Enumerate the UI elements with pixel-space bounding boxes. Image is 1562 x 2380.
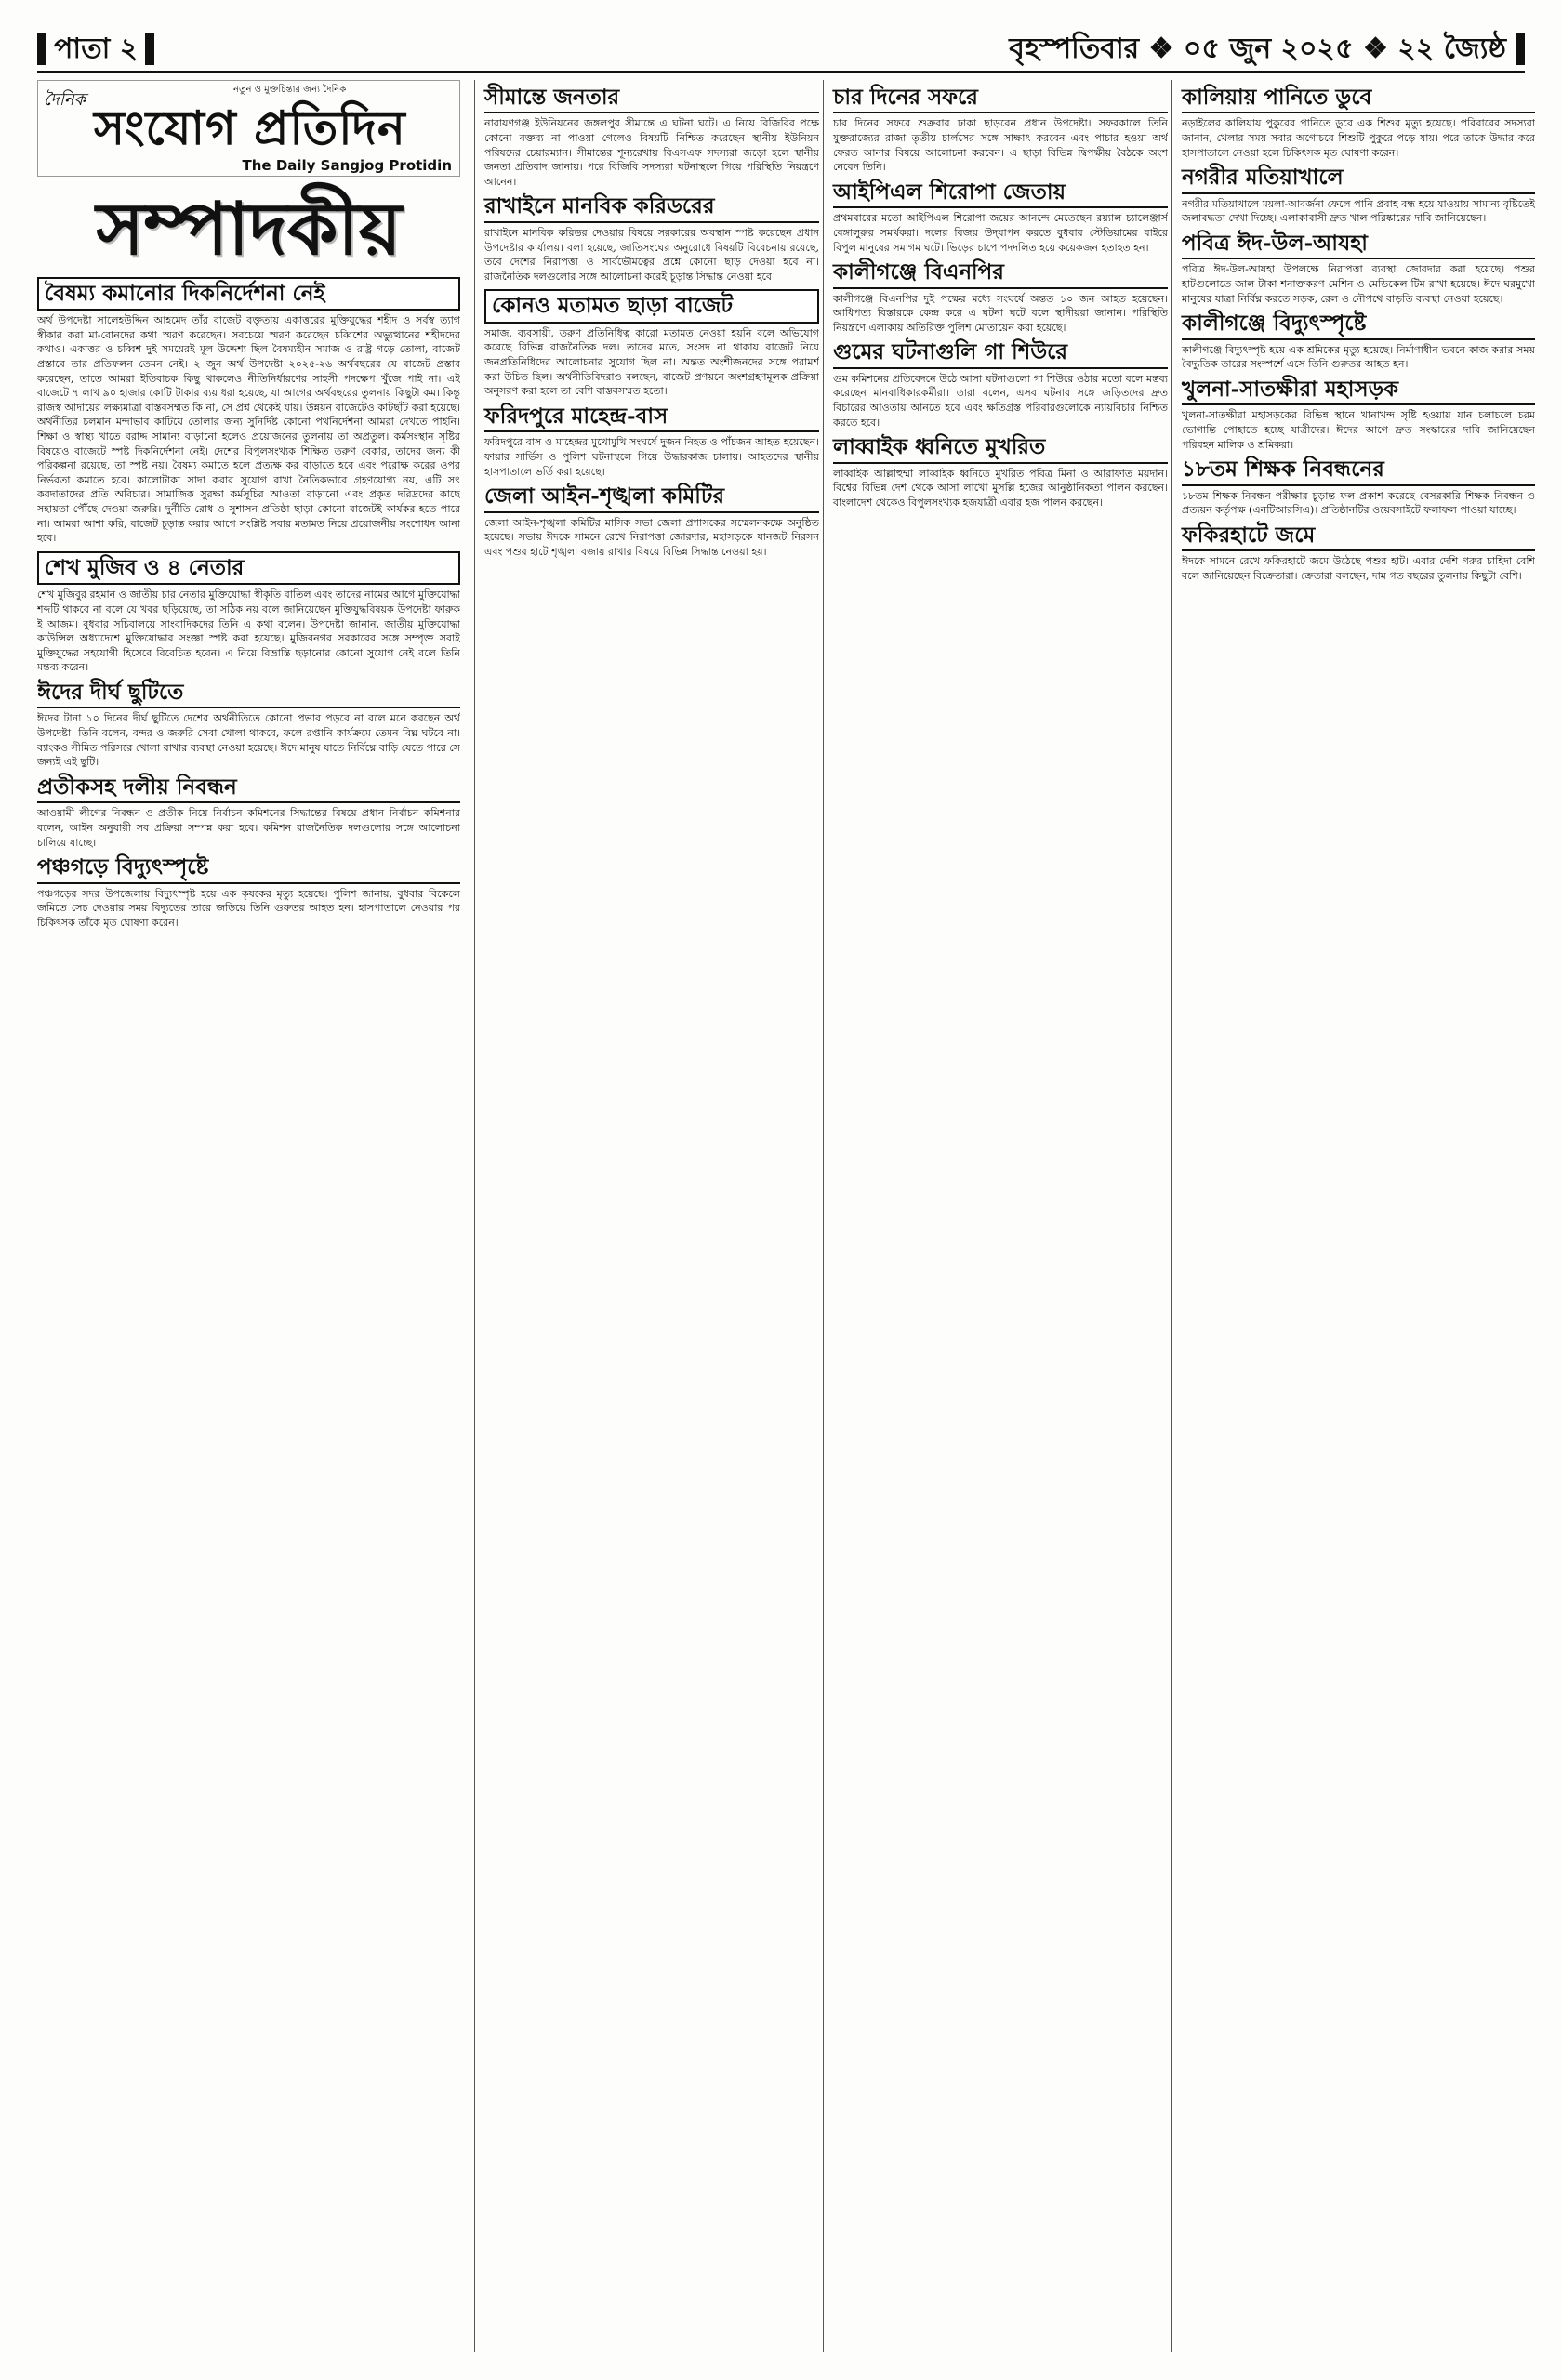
article-body: ১৮তম শিক্ষক নিবন্ধন পরীক্ষার চূড়ান্ত ফল প্রকাশ করেছে বেসরকারি শিক্ষক নিবন্ধন ও প্রত্যয়ন কর্তৃপক্ষ (এনটিআরসিএ)। প্রতিষ্ঠানটির ওয়েবসাইটে ফলাফল পাওয়া যাচ্ছে। [1182,489,1535,517]
article-title: চার দিনের সফরে [833,86,1168,113]
article-body: লাব্বাইক আল্লাহুম্মা লাব্বাইক ধ্বনিতে মুখরিত পবিত্র মিনা ও আরাফাত ময়দান। বিশ্বের বিভিন্ন দেশ থেকে আসা লাখো মুসল্লি হজের আনুষ্ঠানিকতা পালন করছেন। বাংলাদেশ থেকেও বিপুলসংখ্যক হজযাত্রী এবার হজ পালন করছেন। [833,467,1168,509]
article-title: খুলনা-সাতক্ষীরা মহাসড়ক [1182,377,1535,405]
column-2 [474,80,819,2352]
article-title: শেখ মুজিব ও ৪ নেতার [37,551,460,585]
article-body: আওয়ামী লীগের নিবন্ধন ও প্রতীক নিয়ে নির্বাচন কমিশনের সিদ্ধান্তের বিষয়ে প্রধান নির্বাচন কমিশনার বলেন, আইন অনুযায়ী সব প্রক্রিয়া সম্পন্ন করা হবে। কমিশন রাজনৈতিক দলগুলোর সঙ্গে আলোচনা চালিয়ে যাচ্ছে। [37,807,460,849]
article-body: নড়াইলের কালিয়ায় পুকুরের পানিতে ডুবে এক শিশুর মৃত্যু হয়েছে। পরিবারের সদস্যরা জানান, খেলার সময় সবার অগোচরে শিশুটি পুকুরে পড়ে যায়। পরে তাকে উদ্ধার করে হাসপাতালে নেওয়া হলে চিকিৎসক মৃত ঘোষণা করেন। [1182,117,1535,159]
article-title: লাব্বাইক ধ্বনিতে মুখরিত [833,435,1168,463]
article-body: রাখাইনে মানবিক করিডর দেওয়ার বিষয়ে সরকারের অবস্থান স্পষ্ট করেছেন প্রধান উপদেষ্টার কার্যালয়। বলা হয়েছে, জাতিসংঘের অনুরোধে বিষয়টি বিবেচনায় রয়েছে, তবে দেশের নিরাপত্তা ও সার্বভৌমত্বের প্রশ্নে কোনো ছাড় দেওয়া হবে না। রাজনৈতিক দলগুলোর সঙ্গে আলোচনা করেই চূড়ান্ত সিদ্ধান্ত নেওয়া হবে। [484,226,819,283]
article-title: ১৮তম শিক্ষক নিবন্ধনের [1182,457,1535,485]
article-body: গুম কমিশনের প্রতিবেদনে উঠে আসা ঘটনাগুলো গা শিউরে ওঠার মতো বলে মন্তব্য করেছেন মানবাধিকারকর্মীরা। তারা বলেন, এসব ঘটনার সঙ্গে জড়িতদের দ্রুত বিচারের আওতায় আনতে হবে এবং ক্ষতিগ্রস্ত পরিবারগুলোকে ন্যায়বিচার নিশ্চিত করতে হবে। [833,372,1168,429]
article-title: ঈদের দীর্ঘ ছুটিতে [37,681,460,708]
article-title: পবিত্র ঈদ-উল-আযহা [1182,231,1535,259]
article-body: ফরিদপুরে বাস ও মাহেন্দ্রর মুখোমুখি সংঘর্ষে দুজন নিহত ও পাঁচজন আহত হয়েছেন। ফায়ার সার্ভিস ও পুলিশ ঘটনাস্থলে গিয়ে উদ্ধারকাজ চালায়। আহতদের স্থানীয় হাসপাতালে ভর্তি করা হয়েছে। [484,436,819,478]
article-title: রাখাইনে মানবিক করিডরের [484,194,819,222]
newspaper-page [37,28,1535,2352]
masthead-daily: দৈনিক [44,90,86,110]
article-title: ফরিদপুরে মাহেন্দ্র-বাস [484,404,819,432]
article-title: আইপিএল শিরোপা জেতায় [833,180,1168,208]
article-body: কালীগঞ্জে বিএনপির দুই পক্ষের মধ্যে সংঘর্ষে অন্তত ১০ জন আহত হয়েছেন। আধিপত্য বিস্তারকে কেন্দ্র করে এ ঘটনা ঘটে বলে স্থানীয়রা জানান। পরিস্থিতি নিয়ন্ত্রণে এলাকায় অতিরিক্ত পুলিশ মোতায়েন করা হয়েছে। [833,292,1168,334]
article-body: কালীগঞ্জে বিদ্যুৎস্পৃষ্ট হয়ে এক শ্রমিকের মৃত্যু হয়েছে। নির্মাণাধীন ভবনে কাজ করার সময় বৈদ্যুতিক তারের সংস্পর্শে এসে তিনি গুরুতর আহত হন। [1182,343,1535,371]
article-body: শেখ মুজিবুর রহমান ও জাতীয় চার নেতার মুক্তিযোদ্ধা স্বীকৃতি বাতিল এবং তাদের নামের আগে মুক্তিযোদ্ধা শব্দটি থাকবে না বলে যে খবর ছড়িয়েছে, তা সঠিক নয় বলে জানিয়েছেন মুক্তিযুদ্ধবিষয়ক উপদেষ্টা ফারুক ই আজম। বুধবার সচিবালয়ে সাংবাদিকদের তিনি এ কথা বলেন। উপদেষ্টা জানান, জাতীয় মুক্তিযোদ্ধা কাউন্সিল অধ্যাদেশে মুক্তিযোদ্ধার সংজ্ঞা স্পষ্ট করা হয়েছে। মুজিবনগর সরকারের সঙ্গে সম্পৃক্ত সবাই মুক্তিযুদ্ধের সহযোগী হিসেবে বিবেচিত হবেন। এ নিয়ে বিভ্রান্তি ছড়ানোর কোনো সুযোগ নেই বলে তিনি মন্তব্য করেন। [37,588,460,674]
page-header [37,28,1525,73]
article-body: সমাজ, ব্যবসায়ী, তরুণ প্রতিনিধিত্ব কারো মতামত নেওয়া হয়নি বলে অভিযোগ করেছে বিভিন্ন রাজনৈতিক দল। তাদের মতে, সংসদ না থাকায় বাজেট নিয়ে জনপ্রতিনিধিদের আলোচনার সুযোগ ছিল না। অন্তত অংশীজনদের সঙ্গে পরামর্শ করা উচিত ছিল। অর্থনীতিবিদরাও বলছেন, বাজেট প্রণয়নে অংশগ্রহণমূলক প্রক্রিয়া অনুসরণ করা হলে তা বেশি বাস্তবসম্মত হতো। [484,326,819,398]
article-body: জেলা আইন-শৃঙ্খলা কমিটির মাসিক সভা জেলা প্রশাসকের সম্মেলনকক্ষে অনুষ্ঠিত হয়েছে। সভায় ঈদকে সামনে রেখে নিরাপত্তা জোরদার, মহাসড়কে যানজট নিরসন এবং পশুর হাটে শৃঙ্খলা বজায় রাখার বিষয়ে বিভিন্ন সিদ্ধান্ত নেওয়া হয়। [484,516,819,558]
article-title: কোনও মতামত ছাড়া বাজেট [484,289,819,323]
page-number-bar [37,33,46,65]
article-title: গুমের ঘটনাগুলি গা শিউরে [833,340,1168,368]
section-title: সম্পাদকীয় [96,187,402,271]
article-title: নগরীর মতিয়াখালে [1182,165,1535,193]
article-body: নারায়ণগঞ্জ ইউনিয়নের জঙ্গলপুর সীমান্তে এ ঘটনা ঘটে। এ নিয়ে বিজিবির পক্ষে কোনো বক্তব্য না পাওয়া গেলেও বিষয়টি নিশ্চিত করেছেন স্থানীয় ইউনিয়ন পরিষদের চেয়ারম্যান। সীমান্তের শূন্যরেখায় বিএসএফ সদস্যরা জড়ো হলে স্থানীয় জনতা প্রতিবাদ জানায়। পরে বিজিবি সদস্যরা ঘটনাস্থলে গিয়ে পরিস্থিতি নিয়ন্ত্রণে আনেন। [484,117,819,188]
masthead-english: The Daily Sangjog Protidin [242,157,452,174]
article-title: সীমান্তে জনতার [484,86,819,113]
column-3 [823,80,1168,2352]
article-body: ঈদকে সামনে রেখে ফকিরহাটে জমে উঠেছে পশুর হাট। এবার দেশি গরুর চাহিদা বেশি বলে জানিয়েছেন বিক্রেতারা। ক্রেতারা বলছেন, দাম গত বছরের তুলনায় কিছুটা বেশি। [1182,555,1535,582]
masthead-tagline: নতুন ও মুক্তচিন্তার জন্য দৈনিক [233,85,347,95]
masthead-title: সংযোগ প্রতিদিন [94,100,406,155]
article-body: পঞ্চগড়ের সদর উপজেলায় বিদ্যুৎস্পৃষ্ট হয়ে এক কৃষকের মৃত্যু হয়েছে। পুলিশ জানায়, বুধবার বিকেলে জমিতে সেচ দেওয়ার সময় বিদ্যুতের তারে জড়িয়ে তিনি গুরুতর আহত হন। হাসপাতালে নেওয়ার পর চিকিৎসক তাঁকে মৃত ঘোষণা করেন। [37,887,460,929]
article-body: প্রথমবারের মতো আইপিএল শিরোপা জয়ের আনন্দে মেতেছেন রয়্যাল চ্যালেঞ্জার্স বেঙ্গালুরুর সমর্থকরা। দলের বিজয় উদ্‌যাপন করতে বুধবার স্টেডিয়ামের বাইরে বিপুল মানুষের সমাগম ঘটে। ভিড়ের চাপে পদদলিত হয়ে কয়েকজন হতাহত হন। [833,212,1168,254]
article-title: কালিয়ায় পানিতে ডুবে [1182,86,1535,113]
date-text: বৃহস্পতিবার ❖ ০৫ জুন ২০২৫ ❖ ২২ জ্যৈষ্ঠ [1009,32,1506,65]
article-body: খুলনা-সাতক্ষীরা মহাসড়কের বিভিন্ন স্থানে খানাখন্দ সৃষ্টি হওয়ায় যান চলাচলে চরম ভোগান্তি পোহাতে হচ্ছে যাত্রীদের। ঈদের আগে দ্রুত সংস্কারের দাবি জানিয়েছেন পরিবহন মালিক ও শ্রমিকরা। [1182,409,1535,451]
article-body: চার দিনের সফরে শুক্রবার ঢাকা ছাড়বেন প্রধান উপদেষ্টা। সফরকালে তিনি যুক্তরাজ্যের রাজা তৃতীয় চার্লসের সঙ্গে সাক্ষাৎ করবেন এবং পাচার হওয়া অর্থ ফেরত আনার বিষয়ে আলোচনা করবেন। এ ছাড়া বিভিন্ন দ্বিপক্ষীয় বৈঠকে অংশ নেবেন তিনি। [833,117,1168,174]
article-title: বৈষম্য কমানোর দিকনির্দেশনা নেই [37,277,460,311]
article-title: কালীগঞ্জে বিদ্যুৎস্পৃষ্টে [1182,311,1535,339]
date-line [1009,26,1525,73]
column-1 [37,80,460,2352]
article-title: প্রতীকসহ দলীয় নিবন্ধন [37,775,460,803]
article-body: নগরীর মতিয়াখালে ময়লা-আবর্জনা ফেলে পানি প্রবাহ বন্ধ হয়ে যাওয়ায় সামান্য বৃষ্টিতেই জলাবদ্ধতা দেখা দিচ্ছে। এলাকাবাসী দ্রুত খাল পরিষ্কারের দাবি জানিয়েছেন। [1182,197,1535,225]
page-label: পাতা ২ [54,32,139,65]
article-body: ঈদের টানা ১০ দিনের দীর্ঘ ছুটিতে দেশের অর্থনীতিতে কোনো প্রভাব পড়বে না বলে মনে করছেন অর্থ উপদেষ্টা। তিনি বলেন, বন্দর ও জরুরি সেবা খোলা থাকবে, ফলে রপ্তানি কার্যক্রমে তেমন বিঘ্ন ঘটবে না। ব্যাংকও সীমিত পরিসরে খোলা রাখার ব্যবস্থা নেওয়া হয়েছে। ঈদে মানুষ যাতে নির্বিঘ্নে বাড়ি যেতে পারে সে জন্যই এই ছুটি। [37,712,460,769]
date-bar [1516,33,1525,65]
article-title: ফকিরহাটে জমে [1182,523,1535,551]
article-title: জেলা আইন-শৃঙ্খলা কমিটির [484,484,819,512]
article-title: কালীগঞ্জে বিএনপির [833,260,1168,288]
masthead [37,80,460,177]
column-4 [1172,80,1535,2352]
article-body: পবিত্র ঈদ-উল-আযহা উপলক্ষে নিরাপত্তা ব্যবস্থা জোরদার করা হয়েছে। পশুর হাটগুলোতে জাল টাকা শনাক্তকরণ মেশিন ও মেডিকেল টিম রাখা হয়েছে। ঈদে ঘরমুখো মানুষের যাত্রা নির্বিঘ্ন করতে সড়ক, রেল ও নৌপথে বাড়তি ব্যবস্থা নেওয়া হয়েছে। [1182,263,1535,305]
article-title: পঞ্চগড়ে বিদ্যুৎস্পৃষ্টে [37,855,460,883]
article-body: অর্থ উপদেষ্টা সালেহউদ্দিন আহমেদ তাঁর বাজেট বক্তৃতায় একাত্তরের মুক্তিযুদ্ধের শহীদ ও সর্বস্ব ত্যাগ স্বীকার করা মা-বোনদের কথা স্মরণ করেছেন। সবচেয়ে স্মরণ করেছেন চব্বিশের অভ্যুত্থানের শহীদদের কথাও। একাত্তর ও চব্বিশ দুই সময়েরই মূল উদ্দেশ্য ছিল বৈষম্যহীন সমাজ ও রাষ্ট্র গড়ে তোলা, বাজেট প্রস্তাবে তার প্রতিফলন তেমন নেই। ২ জুন অর্থ উপদেষ্টা ২০২৫-২৬ অর্থবছরের যে বাজেট প্রস্তাব করেছেন, তাতে আমরা ইতিবাচক কিছু থাকলেও নীতিনির্ধারণের সাহসী পদক্ষেপ খুঁজে পাই না। এই বাজেটে ৭ লাখ ৯০ হাজার কোটি টাকার ব্যয় ধরা হয়েছে, যা আগের অর্থবছরের তুলনায় কিছুটা কম। কিন্তু রাজস্ব আদায়ের লক্ষ্যমাত্রা বাস্তবসম্মত কি না, সে প্রশ্ন থেকেই যায়। উন্নয়ন বাজেটেও কাটছাঁট করা হয়েছে। অর্থনীতির চলমান মন্দাভাব কাটিয়ে তোলার জন্য সুনির্দিষ্ট কোনো পথনির্দেশনা আমরা দেখতে পাইনি। শিক্ষা ও স্বাস্থ্য খাতে বরাদ্দ সামান্য বাড়ানো হলেও প্রয়োজনের তুলনায় তা অপ্রতুল। কর্মসংস্থান সৃষ্টির বিষয়েও বাজেটে স্পষ্ট দিকনির্দেশনা নেই। দেশের বিপুলসংখ্যক শিক্ষিত তরুণ বেকার, তাদের জন্য কী পরিকল্পনা রয়েছে, তা স্পষ্ট নয়। বৈষম্য কমাতে হলে প্রত্যক্ষ কর বাড়াতে হবে এবং পরোক্ষ করের ওপর নির্ভরতা কমাতে হবে। কালোটাকা সাদা করার সুযোগ রাখা নৈতিকভাবে গ্রহণযোগ্য নয়, এটি সৎ করদাতাদের প্রতি অবিচার। সামাজিক সুরক্ষা কর্মসূচির আওতা বাড়ানো এবং প্রকৃত দরিদ্রদের কাছে সহায়তা পৌঁছে দেওয়া জরুরি। দুর্নীতি রোধ ও সুশাসন প্রতিষ্ঠা ছাড়া কোনো বাজেটই কার্যকর হতে পারে না। আমরা আশা করি, বাজেট চূড়ান্ত করার আগে সংশ্লিষ্ট সবার মতামত নিয়ে প্রয়োজনীয় সংশোধন আনা হবে। [37,314,460,545]
page-number-bar-right [145,33,154,65]
page-number [37,26,154,73]
